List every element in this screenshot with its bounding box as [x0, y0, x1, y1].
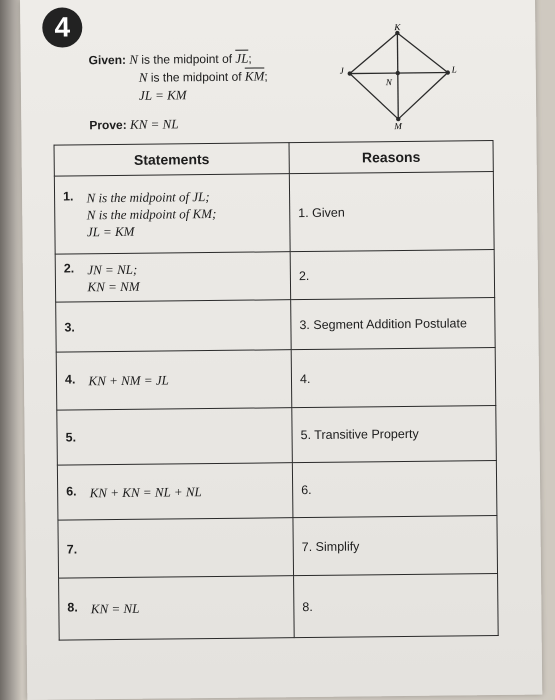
- statements-header: Statements: [54, 143, 289, 176]
- statement-cell-3[interactable]: 3.: [56, 300, 292, 352]
- statement-cell-4[interactable]: 4. KN + NM = JL: [56, 350, 292, 410]
- given-section: [89, 49, 268, 104]
- problem-number-badge: 4: [42, 7, 82, 47]
- statement-cell-5[interactable]: 5.: [57, 408, 293, 465]
- label-m: M: [394, 121, 402, 132]
- given-line-2: N is the midpoint of $\overline{KM}$;: [138, 68, 268, 85]
- reason-cell-3[interactable]: 3. Segment Addition Postulate: [291, 298, 496, 350]
- prove-section: [89, 116, 178, 133]
- reason-cell-2[interactable]: 2.: [290, 250, 494, 300]
- table-row: [55, 250, 494, 303]
- proof-table: [54, 140, 499, 641]
- diagram-quadrilateral: [349, 33, 448, 120]
- reason-cell-4[interactable]: 4.: [291, 348, 496, 408]
- statement-cell-6[interactable]: 6. KN + KN = NL + NL: [57, 463, 293, 520]
- proof-header-row: [54, 141, 493, 177]
- reason-cell-8[interactable]: 8.: [294, 574, 499, 638]
- label-j: J: [339, 65, 344, 76]
- point-n: [396, 71, 400, 75]
- label-l: L: [451, 64, 457, 75]
- diagram-diagonal-km: [397, 33, 398, 119]
- reason-cell-6[interactable]: 6.: [292, 461, 497, 518]
- statement-cell-1[interactable]: 1. N is the midpoint of JL; N is the midpoint of KM; JL = KM: [54, 174, 290, 254]
- table-row: [59, 574, 499, 641]
- statement-cell-8[interactable]: 8. KN = NL: [59, 576, 295, 640]
- page-edge-shadow: [0, 0, 22, 700]
- label-k: K: [394, 22, 401, 33]
- rhombus-diagram: [335, 20, 466, 131]
- statement-cell-7[interactable]: 7.: [58, 518, 294, 578]
- table-row: [57, 406, 497, 466]
- reason-cell-1[interactable]: 1. Given: [289, 172, 494, 252]
- table-row: [57, 461, 497, 521]
- statement-cell-2[interactable]: 2. JN = NL; KN = NM: [55, 252, 290, 302]
- label-n: N: [385, 77, 392, 88]
- prove-label: Prove:: [89, 117, 127, 133]
- table-row: [56, 298, 495, 353]
- given-line-3: JL = KM: [138, 87, 187, 103]
- prove-statement: KN = NL: [129, 116, 179, 132]
- reasons-header: Reasons: [289, 141, 493, 174]
- table-row: [58, 516, 498, 579]
- table-row: [56, 348, 496, 411]
- given-line-1: Given: N is the midpoint of $\overline{JL}$;: [88, 50, 252, 68]
- table-row: [54, 172, 494, 255]
- worksheet-page: [20, 0, 542, 700]
- given-label: Given:: [88, 52, 127, 68]
- reason-cell-5[interactable]: 5. Transitive Property: [292, 406, 497, 463]
- reason-cell-7[interactable]: 7. Simplify: [293, 516, 498, 576]
